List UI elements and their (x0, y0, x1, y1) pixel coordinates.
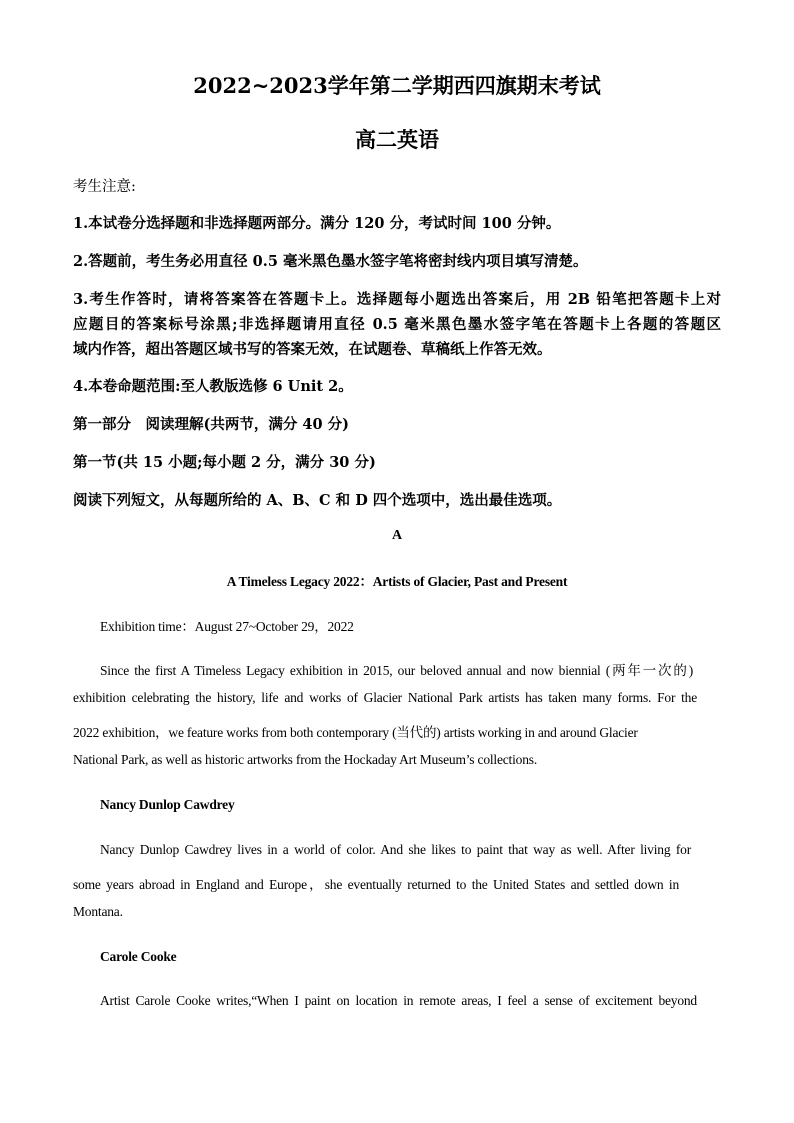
notice-item-4: 4.本卷命题范围:至人教版选修 6 Unit 2。 (73, 378, 353, 395)
notice-item-2: 2.答题前，考生务必用直径 0.5 毫米黑色墨水签字笔将密封线内项目填写清楚。 (73, 253, 588, 270)
passage-label: A (392, 528, 402, 543)
artist-1-line-2: some years abroad in England and Europe，she eventually returned to the United States and settled down in (73, 877, 679, 892)
exam-title: 2022~2023学年第二学期西四旗期末考试 (193, 73, 601, 98)
notice-item-3-line-1: 3.考生作答时，请将答案答在答题卡上。选择题每小题选出答案后，用 2B 铅笔把答题卡上对 (73, 291, 721, 308)
paragraph-1-line-2: exhibition celebrating the history, life and works of Glacier National Park artists has taken many forms. For the (73, 690, 697, 705)
paragraph-1-line-1: Since the first A Timeless Legacy exhibition in 2015, our beloved annual and now biennial (两年一次的) (100, 663, 693, 678)
paragraph-1-line-3: 2022 exhibition，we feature works from both contemporary (当代的) artists working in and around Glacier (73, 725, 638, 740)
subject-title: 高二英语 (355, 127, 439, 152)
notice-item-3-line-2: 应题目的答案标号涂黑;非选择题请用直径 0.5 毫米黑色墨水签字笔在答题卡上各题的答题区 (73, 316, 721, 333)
passage-title: A Timeless Legacy 2022：Artists of Glacier, Past and Present (226, 574, 568, 589)
paragraph-1-line-4: National Park, as well as historic artworks from the Hockaday Art Museum’s collections. (73, 752, 537, 767)
notice-item-1: 1.本试卷分选择题和非选择题两部分。满分 120 分，考试时间 100 分钟。 (73, 215, 561, 232)
part-heading: 第一部分 阅读理解(共两节，满分 40 分) (73, 416, 349, 433)
exhibition-time: Exhibition time：August 27~October 29，2022 (100, 619, 354, 634)
reading-instruction: 阅读下列短文，从每题所给的 A、B、C 和 D 四个选项中，选出最佳选项。 (73, 492, 562, 509)
artist-1-name: Nancy Dunlop Cawdrey (100, 797, 235, 812)
artist-2-name: Carole Cooke (100, 949, 177, 964)
artist-1-line-1: Nancy Dunlop Cawdrey lives in a world of color. And she likes to paint that way as well. After living for (100, 842, 691, 857)
artist-1-line-3: Montana. (73, 904, 123, 919)
artist-2-line-1: Artist Carole Cooke writes,“When I paint on location in remote areas, I feel a sense of excitement beyond (100, 993, 697, 1008)
section-heading: 第一节(共 15 小题;每小题 2 分，满分 30 分) (73, 454, 376, 471)
notice-item-3-line-3: 域内作答，超出答题区域书写的答案无效，在试题卷、草稿纸上作答无效。 (73, 341, 552, 358)
notice-heading: 考生注意: (73, 179, 136, 195)
